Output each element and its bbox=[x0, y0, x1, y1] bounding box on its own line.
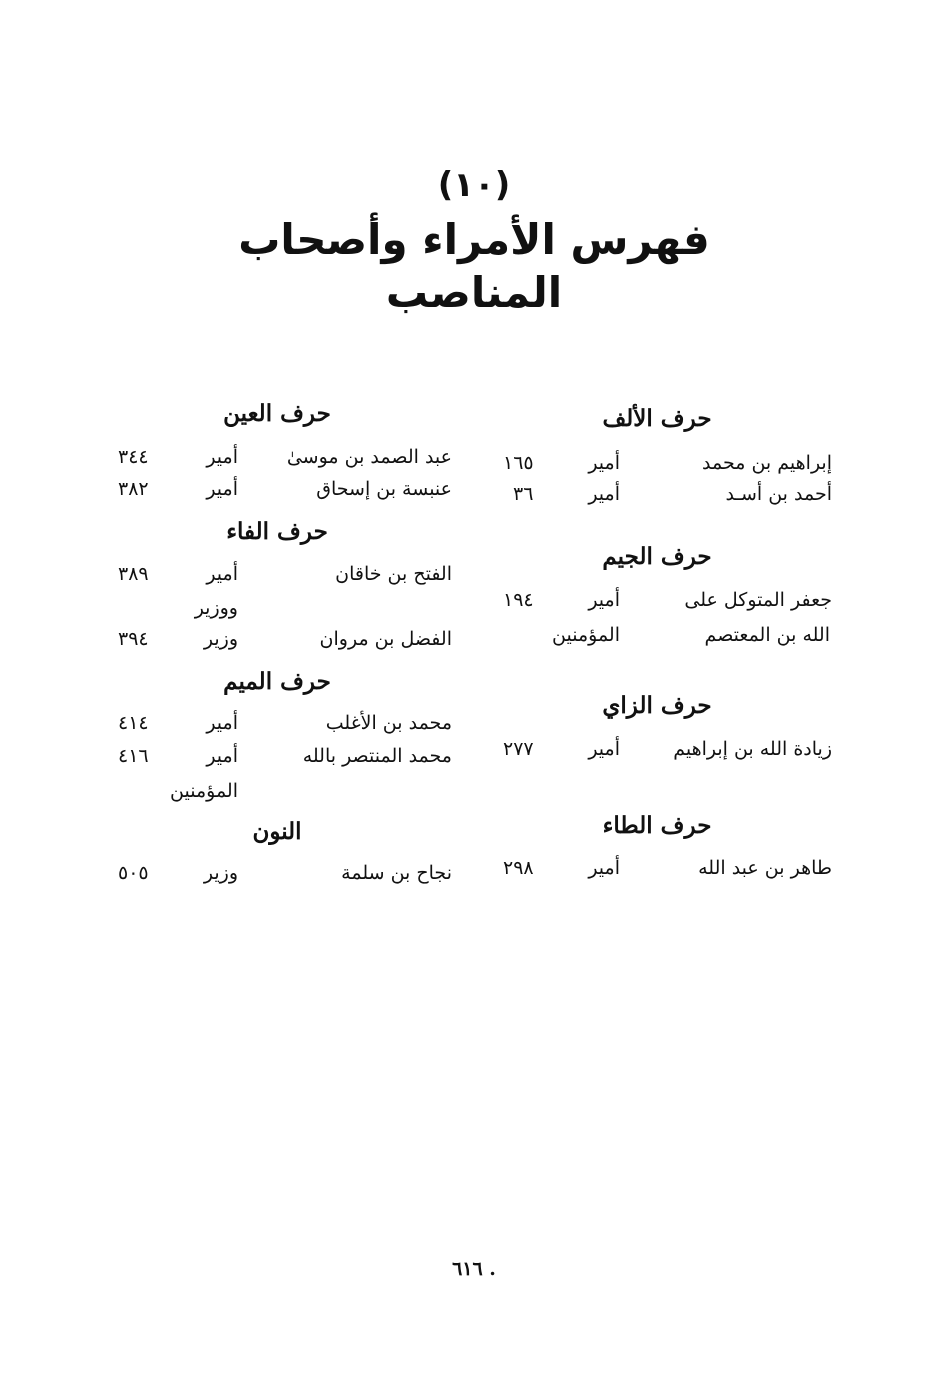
entry-name: محمد المنتصر بالله bbox=[302, 745, 452, 767]
entry-role: وزير bbox=[203, 862, 238, 884]
section-heading-mim: حرف الميم bbox=[223, 668, 331, 695]
section-heading-jim: حرف الجيم bbox=[602, 543, 712, 570]
entry-role: أمير bbox=[206, 745, 238, 767]
entry-role: أمير bbox=[588, 452, 620, 474]
entry-page: ٢٩٨ bbox=[503, 857, 534, 879]
entry-page: ٣٨٩ bbox=[118, 563, 149, 585]
entry-role: أمير bbox=[588, 589, 620, 611]
entry-role: أمير bbox=[588, 483, 620, 505]
entry-page: ٣٤٤ bbox=[118, 446, 149, 468]
page-number: ٦١٦ . bbox=[452, 1258, 496, 1280]
entry-role: أمير bbox=[588, 738, 620, 760]
entry-name: نجاح بن سلمة bbox=[341, 862, 452, 884]
entry-role: أمير bbox=[206, 446, 238, 468]
entry-page: ٣٩٤ bbox=[118, 628, 149, 650]
section-heading-nun: النون bbox=[252, 818, 302, 845]
page-title-line2: المناصب bbox=[385, 268, 563, 317]
entry-role-continuation: المؤمنين bbox=[552, 624, 620, 646]
entry-name: زيادة الله بن إبراهيم bbox=[673, 738, 832, 760]
entry-role-continuation: المؤمنين bbox=[170, 780, 238, 802]
section-heading-ayn: حرف العين bbox=[223, 400, 331, 427]
entry-page: ٣٦ bbox=[513, 483, 534, 505]
entry-page: ١٩٤ bbox=[503, 589, 534, 611]
entry-name: إبراهيم بن محمد bbox=[702, 452, 832, 474]
entry-name: عبد الصمد بن موسىٰ bbox=[286, 446, 452, 468]
entry-name-continuation: الله بن المعتصم bbox=[704, 624, 830, 646]
section-heading-zay: حرف الزاي bbox=[602, 692, 712, 719]
entry-name: محمد بن الأغلب bbox=[325, 712, 452, 734]
entry-role: أمير bbox=[588, 857, 620, 879]
section-heading-alif: حرف الألف bbox=[602, 405, 712, 432]
entry-name: أحمد بن أسـد bbox=[725, 483, 832, 505]
entry-role-continuation: ووزير bbox=[194, 597, 238, 619]
entry-name: الفضل بن مروان bbox=[319, 628, 452, 650]
entry-page: ٥٠٥ bbox=[118, 862, 149, 884]
page-title: فهرس الأمراء وأصحاب bbox=[238, 215, 710, 264]
entry-name: طاهر بن عبد الله bbox=[698, 857, 832, 879]
entry-page: ٣٨٢ bbox=[118, 478, 149, 500]
entry-page: ١٦٥ bbox=[503, 452, 534, 474]
entry-page: ٤١٤ bbox=[118, 712, 149, 734]
entry-name: جعفر المتوكل على bbox=[684, 589, 832, 611]
section-heading-ta: حرف الطاء bbox=[602, 812, 712, 839]
section-heading-fa: حرف الفاء bbox=[226, 518, 328, 545]
entry-name: الفتح بن خاقان bbox=[335, 563, 452, 585]
entry-role: أمير bbox=[206, 712, 238, 734]
index-number: (١٠) bbox=[437, 165, 511, 205]
entry-role: وزير bbox=[203, 628, 238, 650]
entry-name: عنبسة بن إسحاق bbox=[316, 478, 452, 500]
entry-page: ٢٧٧ bbox=[503, 738, 534, 760]
entry-role: أمير bbox=[206, 563, 238, 585]
entry-page: ٤١٦ bbox=[118, 745, 149, 767]
entry-role: أمير bbox=[206, 478, 238, 500]
